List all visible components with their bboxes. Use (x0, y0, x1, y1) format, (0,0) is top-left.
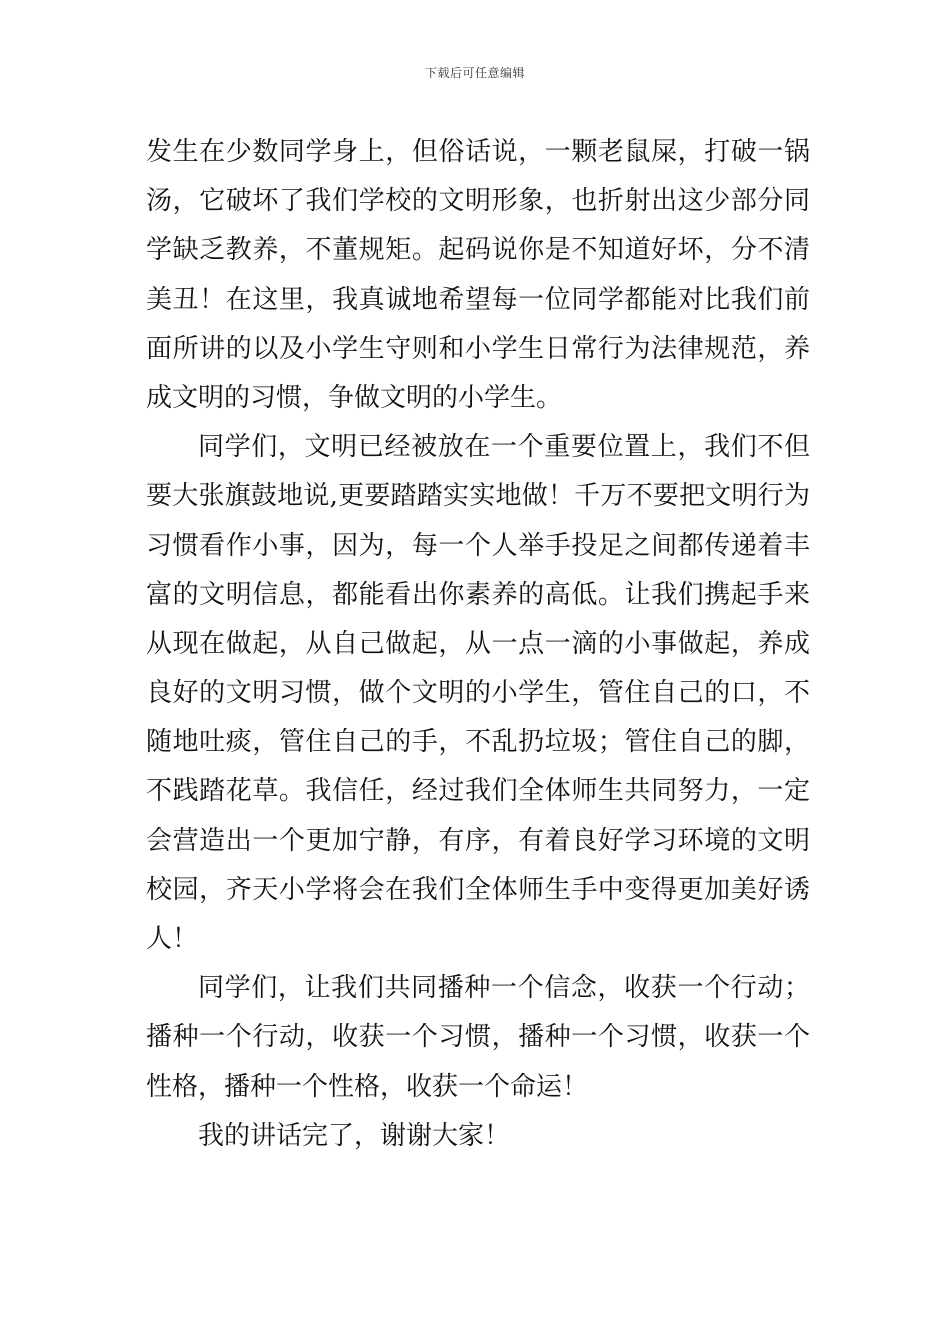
paragraph (146, 964, 810, 1112)
text-line: 从现在做起，从自己做起，从一点一滴的小事做起，养成 (146, 628, 810, 659)
text-line: 性格，播种一个性格，收获一个命运！ (146, 1071, 589, 1102)
text-line: 不践踏花草。我信任，经过我们全体师生共同努力，一定 (146, 776, 810, 807)
text-line: 会营造出一个更加宁静，有序，有着良好学习环境的文明 (146, 825, 810, 856)
text-line: 人！ (146, 924, 199, 954)
paragraph (146, 128, 810, 423)
paragraph (146, 1112, 810, 1161)
text-line: 习惯看作小事，因为，每一个人举手投足之间都传递着丰 (146, 530, 810, 561)
document-body (146, 128, 810, 1161)
text-line: 播种一个行动，收获一个习惯，播种一个习惯，收获一个 (146, 1022, 810, 1053)
text-line: 汤，它破坏了我们学校的文明形象，也折射出这少部分同 (146, 186, 810, 217)
text-line: 学缺乏教养，不董规矩。起码说你是不知道好坏，分不清 (146, 235, 810, 266)
text-line: 面所讲的以及小学生守则和小学生日常行为法律规范，养 (146, 333, 810, 364)
text-line: 成文明的习惯，争做文明的小学生。 (146, 382, 563, 413)
text-line: 同学们，文明已经被放在一个重要位置上，我们不但 (198, 432, 810, 463)
paragraph (146, 423, 810, 964)
text-line: 良好的文明习惯，做个文明的小学生，管住自己的口，不 (146, 678, 810, 709)
text-line: 美丑！在这里，我真诚地希望每一位同学都能对比我们前 (146, 284, 810, 315)
text-line: 同学们，让我们共同播种一个信念，收获一个行动； (198, 973, 810, 1004)
text-line: 随地吐痰，管住自己的手，不乱扔垃圾；管住自己的脚， (146, 727, 810, 758)
text-line: 富的文明信息，都能看出你素养的高低。让我们携起手来 (146, 579, 810, 610)
text-line: 校园，齐天小学将会在我们全体师生手中变得更加美好诱 (146, 874, 810, 905)
text-line: 发生在少数同学身上，但俗话说，一颗老鼠屎，打破一锅 (146, 137, 810, 167)
text-line: 要大张旗鼓地说,更要踏踏实实地做！千万不要把文明行为 (146, 481, 810, 512)
text-line: 我的讲话完了，谢谢大家！ (198, 1120, 511, 1151)
page-header-note: 下载后可任意编辑 (424, 66, 525, 80)
